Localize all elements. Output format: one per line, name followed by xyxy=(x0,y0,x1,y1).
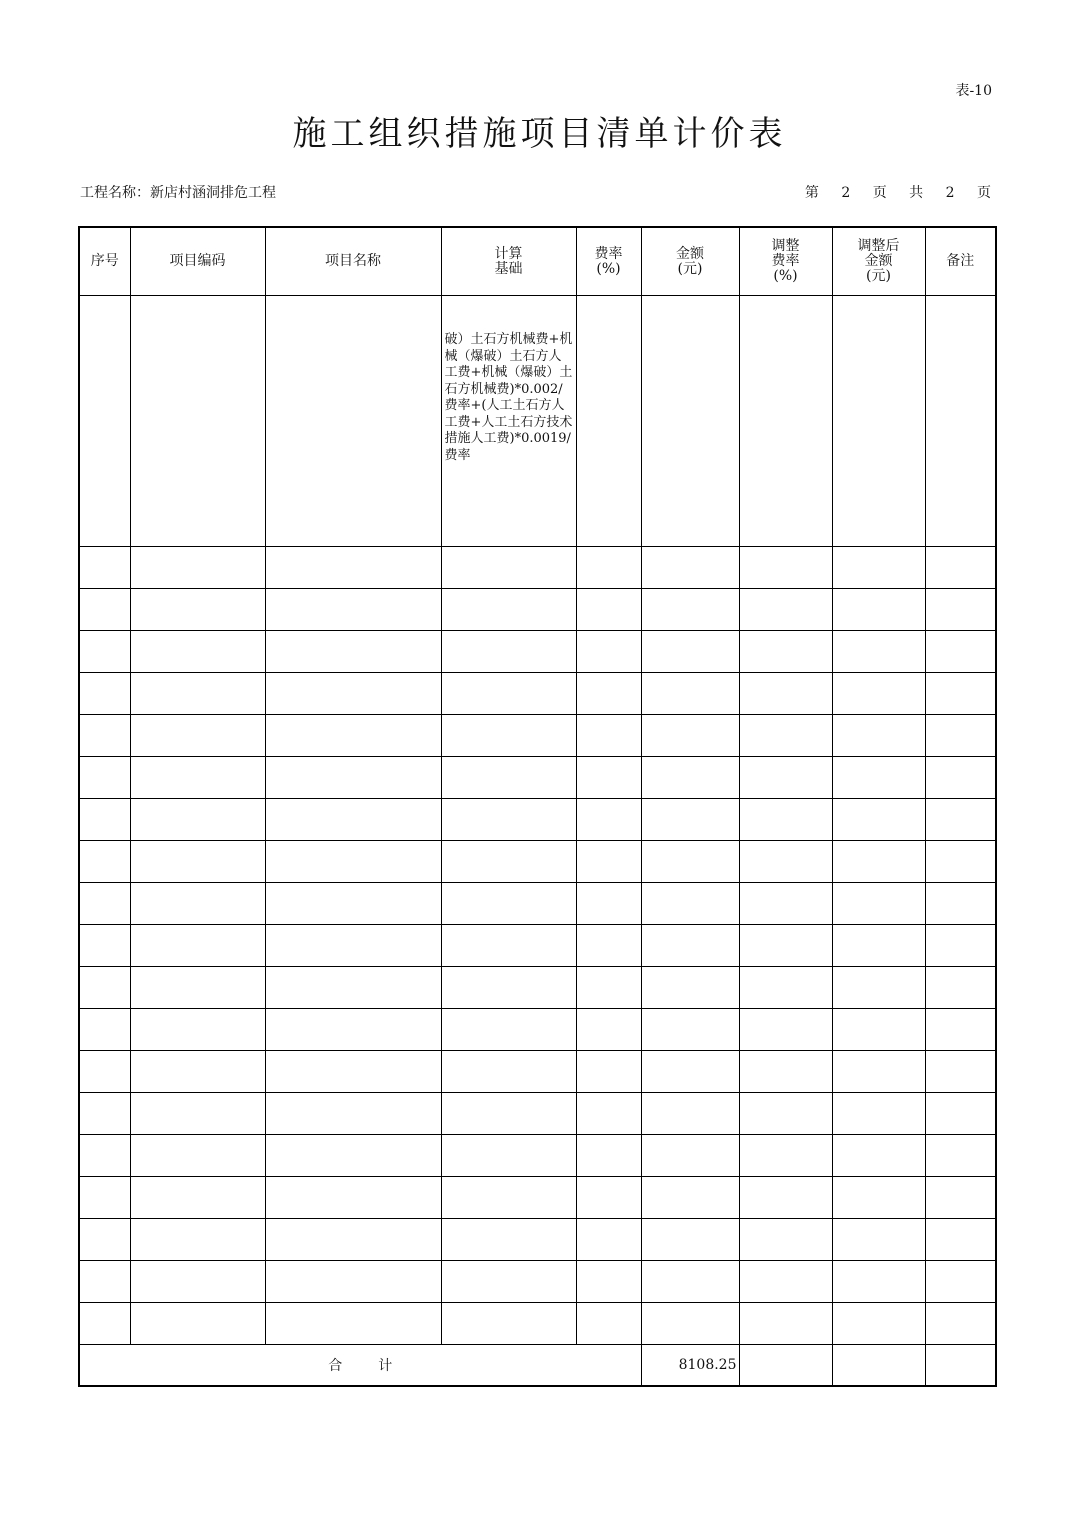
cell-remark xyxy=(925,715,996,757)
cell-adj-rate xyxy=(739,547,832,589)
cell-code xyxy=(130,715,265,757)
cell-seq xyxy=(79,1303,130,1345)
cell-seq xyxy=(79,547,130,589)
cell-name xyxy=(265,1219,441,1261)
cell-adj-rate xyxy=(739,799,832,841)
cell-amount xyxy=(641,296,739,547)
cell-remark xyxy=(925,1303,996,1345)
cell-basis xyxy=(441,883,576,925)
cell-name xyxy=(265,589,441,631)
cell-remark xyxy=(925,673,996,715)
cell-basis xyxy=(441,841,576,883)
cell-basis xyxy=(441,1093,576,1135)
total-pages: 2 xyxy=(945,185,955,201)
cell-seq xyxy=(79,841,130,883)
cell-seq xyxy=(79,589,130,631)
page-prefix: 第 xyxy=(804,185,819,201)
cell-name xyxy=(265,296,441,547)
header-name-label: 项目名称 xyxy=(325,253,381,269)
cell-remark xyxy=(925,757,996,799)
cell-code xyxy=(130,296,265,547)
cell-remark xyxy=(925,1051,996,1093)
cell-adj-rate xyxy=(739,1219,832,1261)
cell-code xyxy=(130,757,265,799)
table-row xyxy=(79,1261,996,1303)
cell-name xyxy=(265,1009,441,1051)
cell-adj-rate xyxy=(739,673,832,715)
cell-rate xyxy=(576,1219,641,1261)
cell-amount xyxy=(641,1135,739,1177)
cell-code xyxy=(130,1009,265,1051)
cell-adj-rate xyxy=(739,1093,832,1135)
cell-name xyxy=(265,925,441,967)
cell-remark xyxy=(925,1261,996,1303)
header-adj-rate-line-2: 费率 xyxy=(771,253,800,269)
header-row xyxy=(79,227,996,296)
project-name: 新店村涵洞排危工程 xyxy=(150,185,276,201)
table-row xyxy=(79,1009,996,1051)
cell-amount xyxy=(641,631,739,673)
cell-rate xyxy=(576,547,641,589)
cell-name xyxy=(265,1051,441,1093)
cell-name xyxy=(265,883,441,925)
cell-seq xyxy=(79,1135,130,1177)
cell-code xyxy=(130,799,265,841)
cell-adj-rate xyxy=(739,296,832,547)
cell-name xyxy=(265,757,441,799)
table-row xyxy=(79,673,996,715)
cell-remark xyxy=(925,631,996,673)
table-row xyxy=(79,296,996,547)
cell-basis xyxy=(441,757,576,799)
table-row xyxy=(79,547,996,589)
cell-seq xyxy=(79,925,130,967)
cell-rate xyxy=(576,757,641,799)
cell-basis xyxy=(441,1177,576,1219)
cell-code xyxy=(130,925,265,967)
cell-adj-amount xyxy=(832,296,925,547)
cell-seq xyxy=(79,1093,130,1135)
table-row xyxy=(79,883,996,925)
cell-adj-rate xyxy=(739,1135,832,1177)
cell-code xyxy=(130,883,265,925)
cell-rate xyxy=(576,715,641,757)
cell-amount xyxy=(641,1093,739,1135)
cell-rate xyxy=(576,1051,641,1093)
total-prefix: 共 xyxy=(909,185,924,201)
cell-adj-rate xyxy=(739,841,832,883)
cell-adj-amount xyxy=(832,757,925,799)
header-code-label: 项目编码 xyxy=(169,253,226,269)
cell-adj-amount xyxy=(832,715,925,757)
cell-code xyxy=(130,1261,265,1303)
header-rate-line-1: 费率 xyxy=(594,245,623,262)
page-title: 施工组织措施项目清单计价表 xyxy=(292,114,787,154)
table-row xyxy=(79,715,996,757)
cell-amount xyxy=(641,547,739,589)
cell-rate xyxy=(576,589,641,631)
header-adj-rate-line-3: (%) xyxy=(773,268,798,284)
current-page: 2 xyxy=(841,185,851,201)
cell-adj-amount xyxy=(832,925,925,967)
table-row xyxy=(79,1135,996,1177)
cell-rate xyxy=(576,296,641,547)
cell-basis xyxy=(441,1135,576,1177)
header-name xyxy=(265,227,441,296)
cell-seq xyxy=(79,799,130,841)
cell-rate xyxy=(576,841,641,883)
cell-remark xyxy=(925,841,996,883)
cell-amount xyxy=(641,1177,739,1219)
cell-code xyxy=(130,1177,265,1219)
header-rate xyxy=(576,227,641,296)
table-row xyxy=(79,1219,996,1261)
cell-rate xyxy=(576,1303,641,1345)
cell-name xyxy=(265,1261,441,1303)
header-seq-label: 序号 xyxy=(90,253,119,269)
cell-adj-amount xyxy=(832,1303,925,1345)
project-name-line xyxy=(80,182,276,202)
table-row xyxy=(79,841,996,883)
cell-remark xyxy=(925,547,996,589)
cell-remark xyxy=(925,589,996,631)
cell-adj-amount xyxy=(832,799,925,841)
cell-amount xyxy=(641,841,739,883)
cell-amount xyxy=(641,925,739,967)
cell-adj-amount xyxy=(832,883,925,925)
cell-adj-amount xyxy=(832,1177,925,1219)
cell-remark xyxy=(925,883,996,925)
cell-amount xyxy=(641,757,739,799)
cell-adj-rate xyxy=(739,757,832,799)
cell-adj-amount xyxy=(832,1261,925,1303)
cell-basis xyxy=(441,967,576,1009)
cell-name xyxy=(265,1135,441,1177)
total-row xyxy=(79,1345,996,1387)
cell-adj-amount xyxy=(832,673,925,715)
cell-adj-rate xyxy=(739,1009,832,1051)
cell-amount xyxy=(641,589,739,631)
cell-name xyxy=(265,673,441,715)
cell-amount xyxy=(641,673,739,715)
cell-basis xyxy=(441,1009,576,1051)
header-basis xyxy=(441,227,576,296)
cell-name xyxy=(265,547,441,589)
cell-adj-rate xyxy=(739,589,832,631)
cell-seq xyxy=(79,673,130,715)
cell-basis xyxy=(441,799,576,841)
cell-code xyxy=(130,673,265,715)
table-row xyxy=(79,799,996,841)
header-adj-amount-line-2: 金额 xyxy=(864,253,893,269)
header-adj-amount-line-1: 调整后 xyxy=(857,238,900,254)
cell-basis xyxy=(441,715,576,757)
cell-rate xyxy=(576,967,641,1009)
page-word: 页 xyxy=(872,185,887,201)
cell-seq xyxy=(79,883,130,925)
header-amount xyxy=(641,227,739,296)
cell-adj-rate xyxy=(739,1051,832,1093)
cell-code xyxy=(130,547,265,589)
table-row xyxy=(79,925,996,967)
cell-adj-amount xyxy=(832,631,925,673)
cell-rate xyxy=(576,1093,641,1135)
cell-remark xyxy=(925,925,996,967)
header-seq xyxy=(79,227,130,296)
cell-basis xyxy=(441,589,576,631)
cell-basis xyxy=(441,631,576,673)
cell-adj-rate xyxy=(739,967,832,1009)
table-row xyxy=(79,1303,996,1345)
pricing-table xyxy=(78,226,997,1387)
cell-code xyxy=(130,631,265,673)
cell-code xyxy=(130,1135,265,1177)
cell-code xyxy=(130,967,265,1009)
cell-amount xyxy=(641,1051,739,1093)
cell-name xyxy=(265,841,441,883)
total-adj-rate-cell xyxy=(739,1345,832,1387)
cell-seq xyxy=(79,715,130,757)
cell-amount xyxy=(641,1009,739,1051)
table-row xyxy=(79,1051,996,1093)
cell-name xyxy=(265,715,441,757)
table-row xyxy=(79,757,996,799)
cell-seq xyxy=(79,1219,130,1261)
cell-basis xyxy=(441,1261,576,1303)
cell-remark xyxy=(925,296,996,547)
header-adj-rate-line-1: 调整 xyxy=(771,238,800,254)
cell-seq xyxy=(79,757,130,799)
total-amount: 8108.25 xyxy=(641,1345,739,1387)
cell-seq xyxy=(79,1051,130,1093)
table-row xyxy=(79,1093,996,1135)
cell-amount xyxy=(641,799,739,841)
cell-adj-rate xyxy=(739,631,832,673)
cell-name xyxy=(265,799,441,841)
page-word-2: 页 xyxy=(977,185,991,201)
cell-code xyxy=(130,1303,265,1345)
cell-code xyxy=(130,1051,265,1093)
cell-remark xyxy=(925,1177,996,1219)
cell-amount xyxy=(641,1261,739,1303)
cell-remark xyxy=(925,1093,996,1135)
cell-rate xyxy=(576,673,641,715)
cell-adj-rate xyxy=(739,1261,832,1303)
total-adj-amount xyxy=(832,1345,925,1387)
header-basis-line-2: 基础 xyxy=(494,260,523,277)
cell-rate xyxy=(576,1009,641,1051)
header-code xyxy=(130,227,265,296)
cell-adj-amount xyxy=(832,1051,925,1093)
cell-basis xyxy=(441,1219,576,1261)
cell-amount xyxy=(641,883,739,925)
cell-rate xyxy=(576,883,641,925)
cell-adj-amount xyxy=(832,967,925,1009)
header-adj-rate xyxy=(739,227,832,296)
cell-seq xyxy=(79,296,130,547)
cell-adj-rate xyxy=(739,883,832,925)
cell-adj-amount xyxy=(832,1135,925,1177)
header-remark-label: 备注 xyxy=(946,253,975,269)
header-amount-line-1: 金额 xyxy=(676,245,704,262)
cell-amount xyxy=(641,967,739,1009)
cell-rate xyxy=(576,1135,641,1177)
cell-adj-rate xyxy=(739,925,832,967)
cell-name xyxy=(265,967,441,1009)
cell-name xyxy=(265,631,441,673)
project-name-label: 工程名称： xyxy=(80,185,150,201)
cell-adj-rate xyxy=(739,1303,832,1345)
cell-adj-amount xyxy=(832,1093,925,1135)
cell-remark xyxy=(925,1219,996,1261)
cell-amount xyxy=(641,1303,739,1345)
cell-remark xyxy=(925,967,996,1009)
header-amount-line-2: (元) xyxy=(677,260,703,277)
cell-adj-rate xyxy=(739,1177,832,1219)
table-row xyxy=(79,967,996,1009)
cell-basis xyxy=(441,1051,576,1093)
cell-seq xyxy=(79,631,130,673)
cell-code xyxy=(130,841,265,883)
header-rate-line-2: (%) xyxy=(596,260,621,277)
cell-basis: 破）土石方机械费+机械（爆破）土石方人工费+机械（爆破）土石方机械费)*0.002/费率+(人工土石方人工费+人工土石方技术措施人工费)*0.0019/费率 xyxy=(441,296,576,547)
cell-adj-amount xyxy=(832,547,925,589)
cell-basis xyxy=(441,925,576,967)
cell-basis xyxy=(441,1303,576,1345)
form-number: 表-10 xyxy=(955,83,992,99)
cell-rate xyxy=(576,799,641,841)
cell-rate xyxy=(576,1261,641,1303)
table-row xyxy=(79,1177,996,1219)
table-row xyxy=(79,589,996,631)
cell-remark xyxy=(925,799,996,841)
header-adj-amount-line-3: (元) xyxy=(866,268,891,284)
cell-adj-rate xyxy=(739,715,832,757)
cell-basis xyxy=(441,547,576,589)
cell-seq xyxy=(79,1177,130,1219)
cell-seq xyxy=(79,967,130,1009)
total-remark xyxy=(925,1345,996,1387)
cell-name xyxy=(265,1093,441,1135)
cell-name xyxy=(265,1303,441,1345)
cell-rate xyxy=(576,925,641,967)
total-label: 合计 xyxy=(79,1345,641,1387)
cell-rate xyxy=(576,1177,641,1219)
cell-name xyxy=(265,1177,441,1219)
table-row xyxy=(79,631,996,673)
cell-remark xyxy=(925,1009,996,1051)
cell-code xyxy=(130,589,265,631)
cell-amount xyxy=(641,1219,739,1261)
cell-adj-amount xyxy=(832,841,925,883)
cell-adj-amount xyxy=(832,1009,925,1051)
header-basis-line-1: 计算 xyxy=(494,245,523,262)
cell-code xyxy=(130,1093,265,1135)
cell-rate xyxy=(576,631,641,673)
cell-code xyxy=(130,1219,265,1261)
cell-remark xyxy=(925,1135,996,1177)
cell-seq xyxy=(79,1009,130,1051)
cell-adj-amount xyxy=(832,1219,925,1261)
cell-adj-amount xyxy=(832,589,925,631)
cell-amount xyxy=(641,715,739,757)
cell-seq xyxy=(79,1261,130,1303)
header-remark xyxy=(925,227,996,296)
cell-basis xyxy=(441,673,576,715)
pagination xyxy=(805,182,991,202)
header-adj-amount xyxy=(832,227,925,296)
